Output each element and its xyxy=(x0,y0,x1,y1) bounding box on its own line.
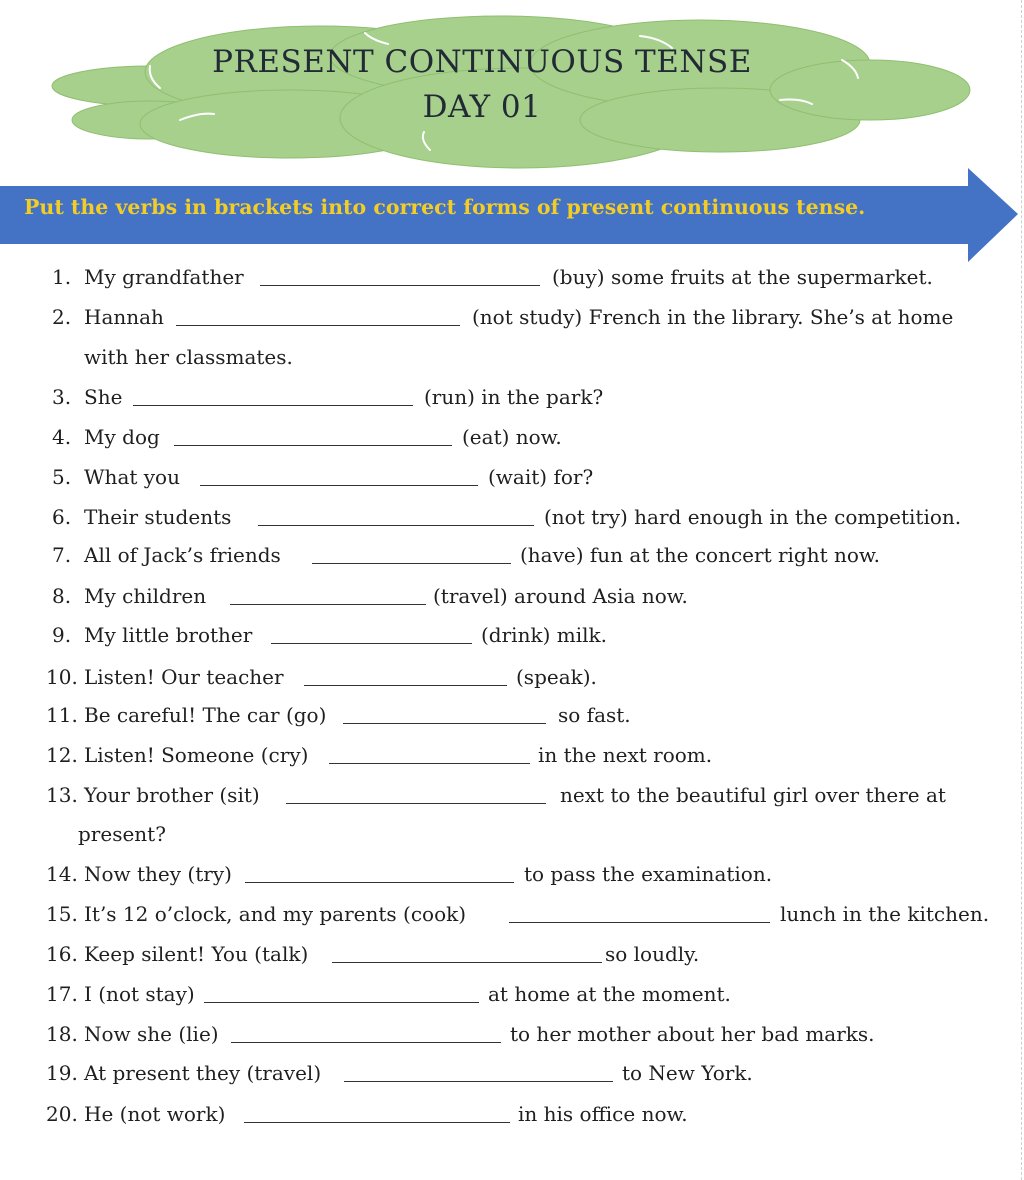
exercise-text-after: so loudly. xyxy=(605,942,700,966)
exercise-text-before: My little brother xyxy=(84,623,253,647)
exercise-item xyxy=(0,1019,1022,1049)
exercise-text-before: Listen! Our teacher xyxy=(84,665,284,689)
exercise-text-before: He (not work) xyxy=(84,1102,226,1126)
exercise-text-before: Now they (try) xyxy=(84,862,232,886)
exercise-number: 1. xyxy=(52,265,72,289)
answer-blank[interactable] xyxy=(312,563,511,564)
exercise-text-before: All of Jack’s friends xyxy=(84,543,281,567)
answer-blank[interactable] xyxy=(231,1042,501,1043)
answer-blank[interactable] xyxy=(244,1122,510,1123)
answer-blank[interactable] xyxy=(509,922,770,923)
exercise-text-before: Be careful! The car (go) xyxy=(84,703,327,727)
exercise-item xyxy=(0,859,1022,889)
exercise-item xyxy=(0,662,1022,692)
exercise-text-after: (not study) French in the library. She’s at home xyxy=(472,305,954,329)
exercise-number: 10. xyxy=(46,665,78,689)
exercise-item xyxy=(0,502,1022,532)
answer-blank[interactable] xyxy=(204,1002,479,1003)
exercise-item xyxy=(0,1099,1022,1129)
exercise-number: 8. xyxy=(52,584,72,608)
exercise-number: 3. xyxy=(52,385,72,409)
exercise-text-continued: present? xyxy=(78,822,166,846)
exercise-item xyxy=(0,462,1022,492)
exercise-text-before: My grandfather xyxy=(84,265,244,289)
answer-blank[interactable] xyxy=(176,325,460,326)
answer-blank[interactable] xyxy=(304,685,507,686)
exercise-item xyxy=(0,262,1022,292)
exercise-text-after: in his office now. xyxy=(518,1102,688,1126)
exercise-text-after: to pass the examination. xyxy=(524,862,773,886)
exercise-continuation xyxy=(0,819,1022,849)
exercise-text-after: to New York. xyxy=(622,1061,753,1085)
exercise-text-after: (run) in the park? xyxy=(424,385,604,409)
exercise-item xyxy=(0,780,1022,810)
exercise-number: 13. xyxy=(46,783,78,807)
exercise-number: 14. xyxy=(46,862,78,886)
exercise-text-after: (eat) now. xyxy=(462,425,562,449)
exercise-text-after: next to the beautiful girl over there at xyxy=(560,783,946,807)
instruction-text: Put the verbs in brackets into correct forms of present continuous tense. xyxy=(24,195,866,219)
exercise-text-before: Keep silent! You (talk) xyxy=(84,942,309,966)
answer-blank[interactable] xyxy=(343,723,546,724)
exercise-text-after: in the next room. xyxy=(538,743,713,767)
answer-blank[interactable] xyxy=(230,604,426,605)
answer-blank[interactable] xyxy=(329,763,530,764)
exercise-item xyxy=(0,382,1022,412)
exercise-number: 12. xyxy=(46,743,78,767)
exercise-text-before: It’s 12 o’clock, and my parents (cook) xyxy=(84,902,467,926)
exercise-item xyxy=(0,899,1022,929)
answer-blank[interactable] xyxy=(200,485,478,486)
exercise-number: 2. xyxy=(52,305,72,329)
exercise-number: 5. xyxy=(52,465,72,489)
exercise-text-continued: with her classmates. xyxy=(84,345,293,369)
exercise-text-before: My children xyxy=(84,584,207,608)
exercise-text-before: She xyxy=(84,385,123,409)
answer-blank[interactable] xyxy=(286,803,546,804)
answer-blank[interactable] xyxy=(174,445,452,446)
exercise-text-after: lunch in the kitchen. xyxy=(780,902,990,926)
exercise-text-after: (wait) for? xyxy=(488,465,594,489)
exercise-text-before: Listen! Someone (cry) xyxy=(84,743,309,767)
worksheet-title: PRESENT CONTINUOUS TENSE xyxy=(212,44,752,80)
exercise-item xyxy=(0,540,1022,570)
answer-blank[interactable] xyxy=(260,285,540,286)
exercise-continuation xyxy=(0,342,1022,372)
answer-blank[interactable] xyxy=(332,962,602,963)
answer-blank[interactable] xyxy=(133,405,413,406)
exercise-item xyxy=(0,740,1022,770)
exercise-item xyxy=(0,302,1022,332)
exercise-item xyxy=(0,1058,1022,1088)
exercise-text-after: (speak). xyxy=(516,665,597,689)
exercise-item xyxy=(0,581,1022,611)
exercise-text-before: Their students xyxy=(84,505,232,529)
answer-blank[interactable] xyxy=(271,643,472,644)
exercise-text-after: at home at the moment. xyxy=(488,982,731,1006)
answer-blank[interactable] xyxy=(258,525,534,526)
exercise-item xyxy=(0,979,1022,1009)
exercise-number: 7. xyxy=(52,543,72,567)
exercise-number: 9. xyxy=(52,623,72,647)
exercise-text-before: Your brother (sit) xyxy=(84,783,260,807)
exercise-number: 11. xyxy=(46,703,78,727)
exercise-text-after: so fast. xyxy=(558,703,631,727)
exercise-item xyxy=(0,620,1022,650)
exercise-text-before: Hannah xyxy=(84,305,164,329)
exercise-text-after: (not try) hard enough in the competition. xyxy=(544,505,962,529)
exercise-text-after: to her mother about her bad marks. xyxy=(510,1022,875,1046)
answer-blank[interactable] xyxy=(245,882,514,883)
exercise-text-after: (travel) around Asia now. xyxy=(433,584,688,608)
exercise-text-before: My dog xyxy=(84,425,160,449)
exercise-text-after: (buy) some fruits at the supermarket. xyxy=(552,265,933,289)
exercise-item xyxy=(0,422,1022,452)
exercise-text-before: At present they (travel) xyxy=(84,1061,322,1085)
exercise-text-before: What you xyxy=(84,465,180,489)
worksheet-day: DAY 01 xyxy=(422,89,542,125)
exercise-number: 18. xyxy=(46,1022,78,1046)
exercise-number: 19. xyxy=(46,1061,78,1085)
exercise-text-after: (drink) milk. xyxy=(481,623,607,647)
answer-blank[interactable] xyxy=(344,1081,613,1082)
exercise-number: 16. xyxy=(46,942,78,966)
exercise-number: 20. xyxy=(46,1102,78,1126)
exercise-item xyxy=(0,939,1022,969)
exercise-number: 6. xyxy=(52,505,72,529)
exercise-item xyxy=(0,700,1022,730)
exercise-text-before: I (not stay) xyxy=(84,982,195,1006)
exercise-text-after: (have) fun at the concert right now. xyxy=(520,543,881,567)
exercise-number: 17. xyxy=(46,982,78,1006)
exercise-text-before: Now she (lie) xyxy=(84,1022,219,1046)
exercise-number: 15. xyxy=(46,902,78,926)
exercise-number: 4. xyxy=(52,425,72,449)
